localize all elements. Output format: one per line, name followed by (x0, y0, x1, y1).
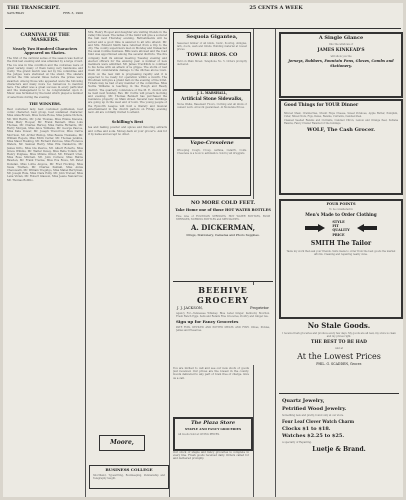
four-points: FOUR POINTS (326, 202, 356, 206)
scadden-name: PHIL. G. SCADDEN, Grocer. (316, 362, 362, 366)
point-price: PRICE (332, 232, 345, 237)
marshall-title: Artificial Stone Sidewalks, (181, 96, 243, 101)
business-college-ad: BUSINESS COLLEGE Shorthand, Typewriting, Bookkeeping, Penmanship and Telegraphy taught. (89, 465, 169, 489)
cresolene-ad: Vapo-Cresolene Whooping Cough, Croup, Asthma, Catarrh, Colds. Cresolene is a boon to asthmatics. Sold by all druggists. (173, 138, 251, 196)
moore-ad (99, 435, 145, 451)
plaza-store-ad: The Plaza Store STAPLE AND FANCY GROCERIES All Goods Sold at LIVING PRICES. (173, 417, 253, 451)
kinkead-ad: A Single Glance Into the windows of JAMES KINKEAD'S will show you the Jerseys, Rubbers, Fountain Pens, Gloves, Combs and Stationery. (279, 32, 403, 98)
carnival-subhead: Nearly Two Hundred Characters Appeared on Skates. (12, 46, 78, 56)
watches-line: Watches $2.25 to $25. (282, 433, 345, 439)
masthead-center (231, 6, 321, 28)
body-text: Best costumed lady, best costumed gentleman, best comic character, best group, best sustained character. Miss Anna Brown, Miss Lizzie Rowe, Miss Jennie Nichols, Mr. Will Harris, Mr. John Thomas, Miss Emma Stevens, Miss Mary Hooper, Mr. Frank Bennett, Miss Lulu Thomas, Mr. Charles Harvey, Miss Nellie Richards, Mr. Harry Morgan, Miss Alice Williams, Mr. George Pascoe, Miss Kate Dower, Mr. Joseph Trevorrow, Miss Carrie Morrison, Mr. Arthur Bishop, Miss Bessie Tremaine, Mr. William Rogers, Miss Edith Carter, Mr. Thomas Jenkins, Miss Maud Hosking, Mr. Richard Penrose, Miss Florence Waters, Mr. Samuel Harry, Miss Ella Nankervis, Mr. James Kitto, Miss Ida Pearce, Mr. Albert Roberts, Miss Grace Wilkins, Mr. Walter Davey, Miss Belle Tonkin, Mr. Henry Polglase, Miss Minnie Oliver, Mr. Edward Uren, Miss Rose Mitchell, Mr. John Curnow, Miss Hattie Bawden, Mr. Frank Trezise, Miss Eva Rowe, Mr. Peter Dunstan, Miss Lottie Angove, Mr. Fred Hocking, Miss Susie Trathen, Mr. Charles Penhall, Miss Annie Chenoweth, Mr. William Tregidgo, Miss Mabel Berryman, Mr. Joseph Rule, Miss Clara Eddy, Mr. John Treloar, Miss Lena Vivian, Mr. Robert Glasson, Miss Jessie Nancarrow, Mr. Thomas Bolitho. (7, 108, 83, 182)
best-to-be-had: THE BEST TO BE HAD (311, 340, 367, 345)
column-1 (7, 31, 83, 493)
body-text: Our stock of staple and fancy groceries is complete in every line. Fresh goods received daily. Orders called for and delivered promptly. (173, 451, 249, 461)
beehive-ad: BEEHIVE GROCERY J. J. JACKSON, Proprietor Agency For—Tennessee Whiskey. Blue Label Ginger. Kentucky Bourbon. Fresh Ranch Eggs. Sells and Retails Fine Groceries, Poultry and Ginger Ale. Sign up for Fancy Groceries PATE FOIS, DEVILED AND POTTED MEATS AND FISH. Olives, Pickles, Jellies and Preserves. (173, 285, 273, 365)
point-quality: QUALITY (332, 228, 350, 233)
lowest-prices: At the Lowest Prices (297, 352, 381, 361)
column-3-bottom (173, 367, 249, 415)
wolf-name: WOLF, The Cash Grocer. (306, 127, 376, 133)
smith-tailor-ad: FOUR POINTS To be considered in Men's Made to Order Clothing STYLE FIT QUALITY PRICE SMITH The Tailor Taste my work then ask your friends. Suits made to order from the best goods the market affords. Cleaning and repairing neatly done. (279, 199, 403, 319)
wolf-grocer-ad: Good Things for YOUR Dinner Minced Meat, Cranberries, Mount Hope Cheese, Sweet Potatoes, Apple Butter, Pumpkin, Cider, Mixed Nuts, Figs, Dates, Raisins, Currants, Candied Peel. Cleaned Seeded Raisins and Currants, Candied Citron, Lemon and Orange Peel, Sultana Raisins, Fancy Cluster Raisins for the holidays. WOLF, The Cash Grocer. (279, 99, 403, 195)
plaza-store-sub: STAPLE AND FANCY GROCERIES (184, 427, 242, 431)
good-things: Good Things for YOUR Dinner (284, 103, 359, 108)
masthead-date: FEB. 3, 1900 (63, 11, 83, 15)
column-3-footer (173, 451, 249, 491)
moore-name: Moore, (110, 439, 134, 446)
body-text: tea and baking powder and spices and flavoring extracts and coffee and soda. Money-back at your grocer's. Ask for it by name and accept no other. (88, 126, 167, 136)
jackson-name: J. J. JACKSON, (177, 306, 203, 310)
body-text: The first of the carnival series of the season was held at the rink last evening and was attended by a large crowd. The ice was in fine condition and the costumes were of great variety, many of them being very handsome and costly. The grand march was led by the committee and the judges were stationed at the stand. The skaters circled the rink several times before the prizes were awarded. Among those who appeared were the following characters and many more too numerous to mention here. The affair was a great success in every particular and the management is to be congratulated upon it. Music was furnished by the band which played a number of selections during the evening. (7, 57, 83, 99)
cresolene-title: Vapo-Cresolene (190, 140, 234, 146)
hot-water-line: Take Home one of those HOT WATER BOTTLES (175, 208, 271, 212)
business-college-title: BUSINESS COLLEGE (105, 467, 153, 472)
smith-name: SMITH The Tailor (310, 239, 372, 247)
no-stale-goods: No Stale Goods. (307, 321, 371, 330)
column-2 (88, 31, 167, 493)
point-style: STYLE (332, 220, 345, 224)
carnival-headline: CARNIVAL OF THE MASKERS. (20, 33, 70, 44)
masthead-price: 25 CENTS A WEEK (249, 5, 303, 11)
column-rule (275, 29, 276, 497)
body-text: Mrs. Henry Hooper and daughter are visiting friends in the valley this week. The ladies of the Guild will give a social at the hall next Thursday evening. Refreshments will be served and a good time is assured to all who attend. Mr. and Mrs. Edward Smith have returned from a trip to the city. The county supervisors met on Monday and transacted the usual routine business. Bills were allowed and the road fund was apportioned among the several districts. The fire company held its annual meeting Tuesday evening and elected officers for the ensuing year. A number of new members were admitted. Mr. James Trevithick is confined to his home with an attack of la grippe. The storm of last week did considerable damage to the ditches above town. Work on the new mill is progressing rapidly and it is expected to be ready for operation within a month. The Woodmen will give a grand ball on the evening of the 22nd. Tickets may be had of any member of the committee. Miss Nettie Williams is teaching in the Rough and Ready district. The quarterly conference of the M. E. church will be held next Sunday. Rev. Mr. Curtis will preach morning and evening. Mr. Thomas Bennett has purchased the residence property on Main street. Several new buildings are going up in the west end of town. The young people of the Epworth League will hold a literary and musical entertainment in the church parlors on Friday evening next. All are cordially invited to attend. (88, 31, 167, 115)
pointing-hand-icon (304, 223, 326, 233)
cold-feet-title: NO MORE COLD FEET. (190, 200, 256, 206)
clocks-line: Clocks $1 to $18. (282, 426, 331, 432)
plaza-store-title: The Plaza Store (190, 420, 236, 426)
luetje-brand-ad: Quartz Jewelry, Petrified Wood Jewelry. Something new and pretty, found only at our store. Four Leaf Clover Watch Charm Clocks $1 to $18. Watches $2.25 to $25. A specialty of Repairing. Luetje & Brand. (279, 397, 399, 493)
beehive-title-2: GROCERY (196, 295, 250, 305)
marshall-ad: J. L. MARSHALL, Artificial Stone Sidewalks, Stone Walks, Basement Floors, Curbing and all kinds of cement work. All work guaranteed. At Moderate Prices. (173, 90, 251, 138)
point-fit: FIT (332, 224, 339, 229)
dickerman-name: A. DICKERMAN, (190, 223, 256, 232)
newspaper-page (3, 3, 403, 497)
quartz-jewelry: Quartz Jewelry, (282, 398, 325, 404)
sequoia-title: Sequoia Gigantea, (186, 34, 238, 40)
petrified-jewelry: Petrified Wood Jewelry. (282, 406, 347, 412)
mens-clothing: Men's Made to Order Clothing (305, 212, 377, 217)
kinkead-name: JAMES KINKEAD'S (317, 48, 365, 53)
dickerman-sub: Drugs, Stationery, Cameras and Photo Supplies. (186, 233, 260, 237)
four-leaf-clover: Four Leaf Clover Watch Charm (282, 419, 355, 424)
masthead-title: THE TRANSCRIPT. (7, 5, 60, 11)
schilling-head: Schilling's Best (111, 120, 144, 125)
masthead-rule (5, 28, 401, 29)
winners-head: THE WINNERS. (29, 101, 61, 106)
fancy-groceries: Sign up for Fancy Groceries (176, 319, 239, 324)
kinkead-line: Jerseys, Rubbers, Fountain Pens, Gloves, Combs and Stationery. (288, 59, 394, 68)
masthead-day: SATURDAY (7, 11, 25, 15)
column-rule (85, 29, 86, 497)
jackson-proprietor: Proprietor (250, 306, 269, 310)
masthead-left (7, 6, 83, 28)
cold-feet-ad: NO MORE COLD FEET. Take Home one of those HOT WATER BOTTLES Fine Line of FOUNTAIN SYRINGES, HOT WATER BOTTLES, BULB SYRINGES, NURSING BOTTLES and SPECIALTIES. A. DICKERMAN, Drugs, Stationery, Cameras and Photo Supplies. (173, 199, 273, 282)
single-glance: A Single Glance (318, 35, 364, 41)
towle-bros: TOWLE BROS. CO (186, 52, 238, 58)
luetje-brand-name: Luetje & Brand. (312, 446, 366, 453)
scadden-ad: No Stale Goods. I receive fresh groceries and produce every few days. My goods are all new, my store is clean and my prices right. THE BEST TO BE HAD And at At the Lowest Prices PHIL. G. SCADDEN, Grocer. (279, 321, 399, 394)
pointing-hand-icon (356, 223, 378, 233)
sequoia-ad: Sequoia Gigantea, Seasoned lumber of all kinds, rustic, flooring, shingles, lath, doors, sash and blinds. Building material at lowest prices. TOWLE BROS. CO Yard on Main Street. Telephone No. 5. Orders promptly delivered. (173, 32, 251, 90)
column-rule (169, 29, 170, 497)
beehive-title-1: BEEHIVE (198, 285, 248, 295)
body-text: You are invited to call and see our new stock of goods just received. Our prices are the lowest in the county. Goods delivered to any part of town free of charge. Give us a call. (173, 367, 249, 380)
marshall-name: J. L. MARSHALL, (197, 91, 227, 95)
